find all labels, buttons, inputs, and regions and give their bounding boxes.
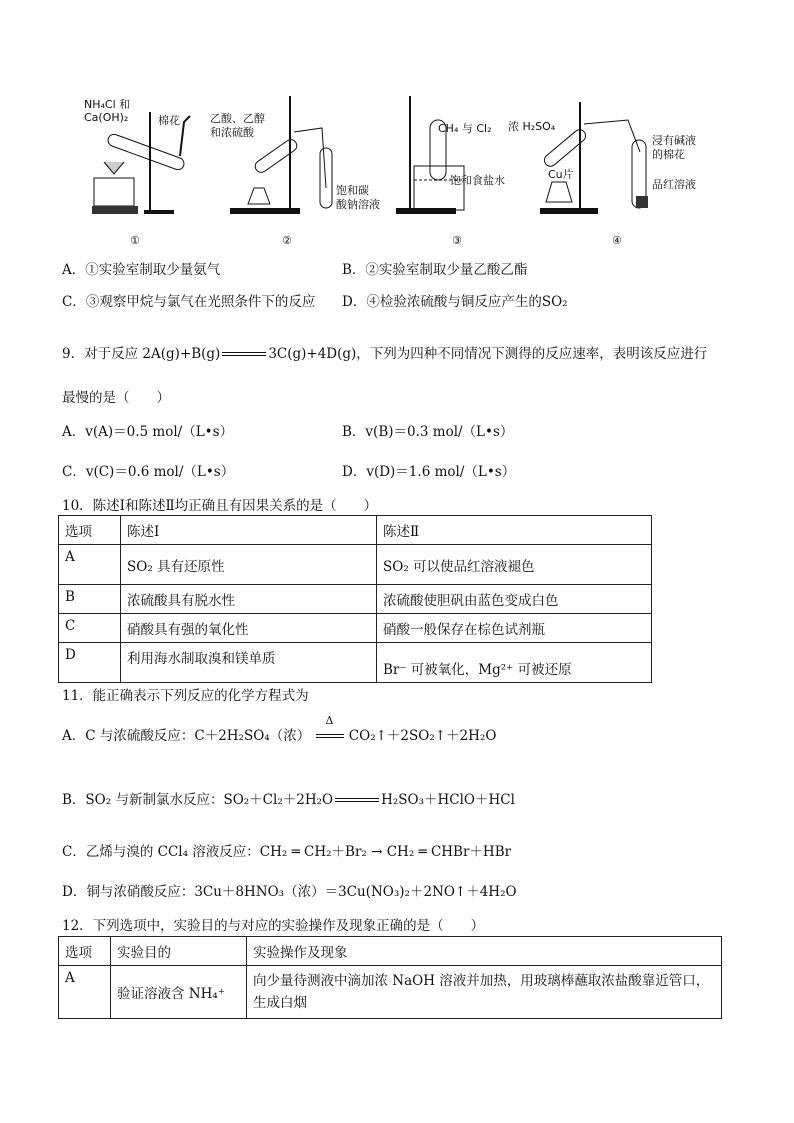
q10-stem: 10．陈述Ⅰ和陈述Ⅱ均正确且有因果关系的是（ ） bbox=[62, 498, 378, 514]
q11-b-right: H₂SO₃＋HClO＋HCl bbox=[381, 792, 515, 808]
table-header-row bbox=[59, 516, 652, 545]
fig1-reagent-label: NH₄Cl 和 bbox=[84, 98, 131, 111]
table-row bbox=[59, 643, 652, 683]
table-header: 选项 bbox=[59, 937, 111, 966]
cell-line: 向少量待测液中滴加浓 NaOH 溶液并加热，用玻璃棒蘸取浓盐酸靠近管口， bbox=[253, 973, 710, 989]
table-cell: 浓硫酸具有脱水性 bbox=[121, 585, 377, 614]
q8-option-c: C．③观察甲烷与氯气在光照条件下的反应 bbox=[62, 294, 316, 310]
fig3-salt-label: 饱和食盐水 bbox=[450, 174, 505, 187]
q9-stem-right: 3C(g)+4D(g)，下列为四种不同情况下测得的反应速率，表明该反应进行 bbox=[268, 346, 708, 362]
fig4-cotton-label: 浸有碱液 bbox=[652, 134, 696, 147]
q12-stem: 12．下列选项中，实验目的与对应的实验操作及现象正确的是（ ） bbox=[62, 918, 485, 934]
q9-stem-2: 最慢的是（ ） bbox=[62, 390, 170, 406]
q8-option-d: D．④检验浓硫酸与铜反应产生的SO₂ bbox=[342, 294, 568, 310]
q11-b-left: B．SO₂ 与新制氯水反应：SO₂＋Cl₂＋2H₂O bbox=[62, 792, 334, 808]
q11-a-left: A．C 与浓硫酸反应：C＋2H₂SO₄（浓） bbox=[62, 728, 311, 744]
table-cell: 利用海水制取溴和镁单质 bbox=[121, 643, 377, 683]
table-header: 实验操作及现象 bbox=[247, 937, 722, 966]
table-cell: A bbox=[59, 545, 121, 585]
q8-option-a: A．①实验室制取少量氨气 bbox=[62, 262, 221, 278]
table-header: 实验目的 bbox=[111, 937, 247, 966]
table-header: 选项 bbox=[59, 516, 121, 545]
q9-option-c: C．v(C)＝0.6 mol/（L•s） bbox=[62, 464, 235, 480]
table-row bbox=[59, 585, 652, 614]
q9-option-d: D．v(D)＝1.6 mol/（L•s） bbox=[342, 464, 516, 480]
equals-sign bbox=[316, 732, 344, 740]
table-header-row bbox=[59, 937, 722, 966]
table-cell: SO₂ 可以使品红溶液褪色 bbox=[377, 545, 652, 585]
heat-arrow bbox=[315, 714, 345, 744]
fig1-reagent-label-2: Ca(OH)₂ bbox=[84, 111, 129, 124]
table-cell: Br⁻ 可被氧化，Mg²⁺ 可被还原 bbox=[377, 643, 652, 683]
equals-sign bbox=[335, 796, 379, 804]
q11-option-a bbox=[62, 714, 497, 744]
table-row bbox=[59, 545, 652, 585]
table-cell: C bbox=[59, 614, 121, 643]
q9-option-a: A．v(A)＝0.5 mol/（L•s） bbox=[62, 424, 234, 440]
fig4-cu-label: Cu片 bbox=[548, 168, 574, 181]
q9-stem bbox=[62, 342, 707, 362]
table-cell: SO₂ 具有还原性 bbox=[121, 545, 377, 585]
fig4-cotton-label-2: 的棉花 bbox=[652, 148, 685, 161]
q11-option-d: D．铜与浓硝酸反应：3Cu＋8HNO₃（浓）＝3Cu(NO₃)₂＋2NO↑＋4H₂O bbox=[62, 884, 517, 900]
table-cell: 硝酸一般保存在棕色试剂瓶 bbox=[377, 614, 652, 643]
q10-table bbox=[58, 515, 652, 683]
table-cell: 验证溶液含 NH₄⁺ bbox=[111, 966, 247, 1019]
apparatus-figure bbox=[80, 92, 700, 252]
apparatus-4 bbox=[508, 102, 696, 247]
q9-stem-left: 9．对于反应 2A(g)+B(g) bbox=[62, 346, 221, 362]
fig2-solution-label-2: 酸钠溶液 bbox=[336, 198, 380, 211]
q11-option-c: C．乙烯与溴的 CCl₄ 溶液反应：CH₂ ═ CH₂＋Br₂ → CH₂ ═ CHBr＋HBr bbox=[62, 844, 512, 860]
apparatus-1 bbox=[84, 98, 190, 247]
table-header: 陈述Ⅰ bbox=[121, 516, 377, 545]
fig-number-1: ① bbox=[130, 234, 140, 247]
table-cell: 硝酸具有强的氧化性 bbox=[121, 614, 377, 643]
heat-condition: Δ bbox=[325, 714, 334, 727]
cell-line: 生成白烟 bbox=[253, 995, 307, 1011]
fig4-solution-label: 品红溶液 bbox=[652, 178, 696, 191]
apparatus-2 bbox=[210, 96, 380, 247]
fig-number-4: ④ bbox=[612, 234, 622, 247]
fig2-reagent-label: 乙酸、乙醇 bbox=[210, 112, 265, 125]
table-cell: D bbox=[59, 643, 121, 683]
q11-a-right: CO₂↑＋2SO₂↑＋2H₂O bbox=[348, 728, 497, 744]
q12-table bbox=[58, 936, 722, 1019]
q11-stem: 11．能正确表示下列反应的化学方程式为 bbox=[62, 688, 309, 704]
fig-number-3: ③ bbox=[452, 234, 462, 247]
equals-sign bbox=[222, 350, 266, 358]
fig1-cotton-label: 棉花 bbox=[158, 114, 180, 127]
q11-option-b bbox=[62, 788, 515, 808]
table-cell: A bbox=[59, 966, 111, 1019]
table-row bbox=[59, 966, 722, 1019]
q8-option-b: B．②实验室制取少量乙酸乙酯 bbox=[342, 262, 528, 278]
table-header: 陈述Ⅱ bbox=[377, 516, 652, 545]
q9-option-b: B．v(B)＝0.3 mol/（L•s） bbox=[342, 424, 514, 440]
apparatus-3 bbox=[396, 96, 505, 247]
table-cell: B bbox=[59, 585, 121, 614]
table-cell bbox=[247, 966, 722, 1019]
fig-number-2: ② bbox=[282, 234, 292, 247]
fig2-solution-label: 饱和碳 bbox=[336, 184, 369, 197]
table-row bbox=[59, 614, 652, 643]
fig4-acid-label: 浓 H₂SO₄ bbox=[508, 120, 556, 133]
fig2-reagent-label-2: 和浓硫酸 bbox=[210, 126, 254, 139]
table-cell: 浓硫酸使胆矾由蓝色变成白色 bbox=[377, 585, 652, 614]
fig3-gas-label: CH₄ 与 Cl₂ bbox=[438, 122, 492, 135]
